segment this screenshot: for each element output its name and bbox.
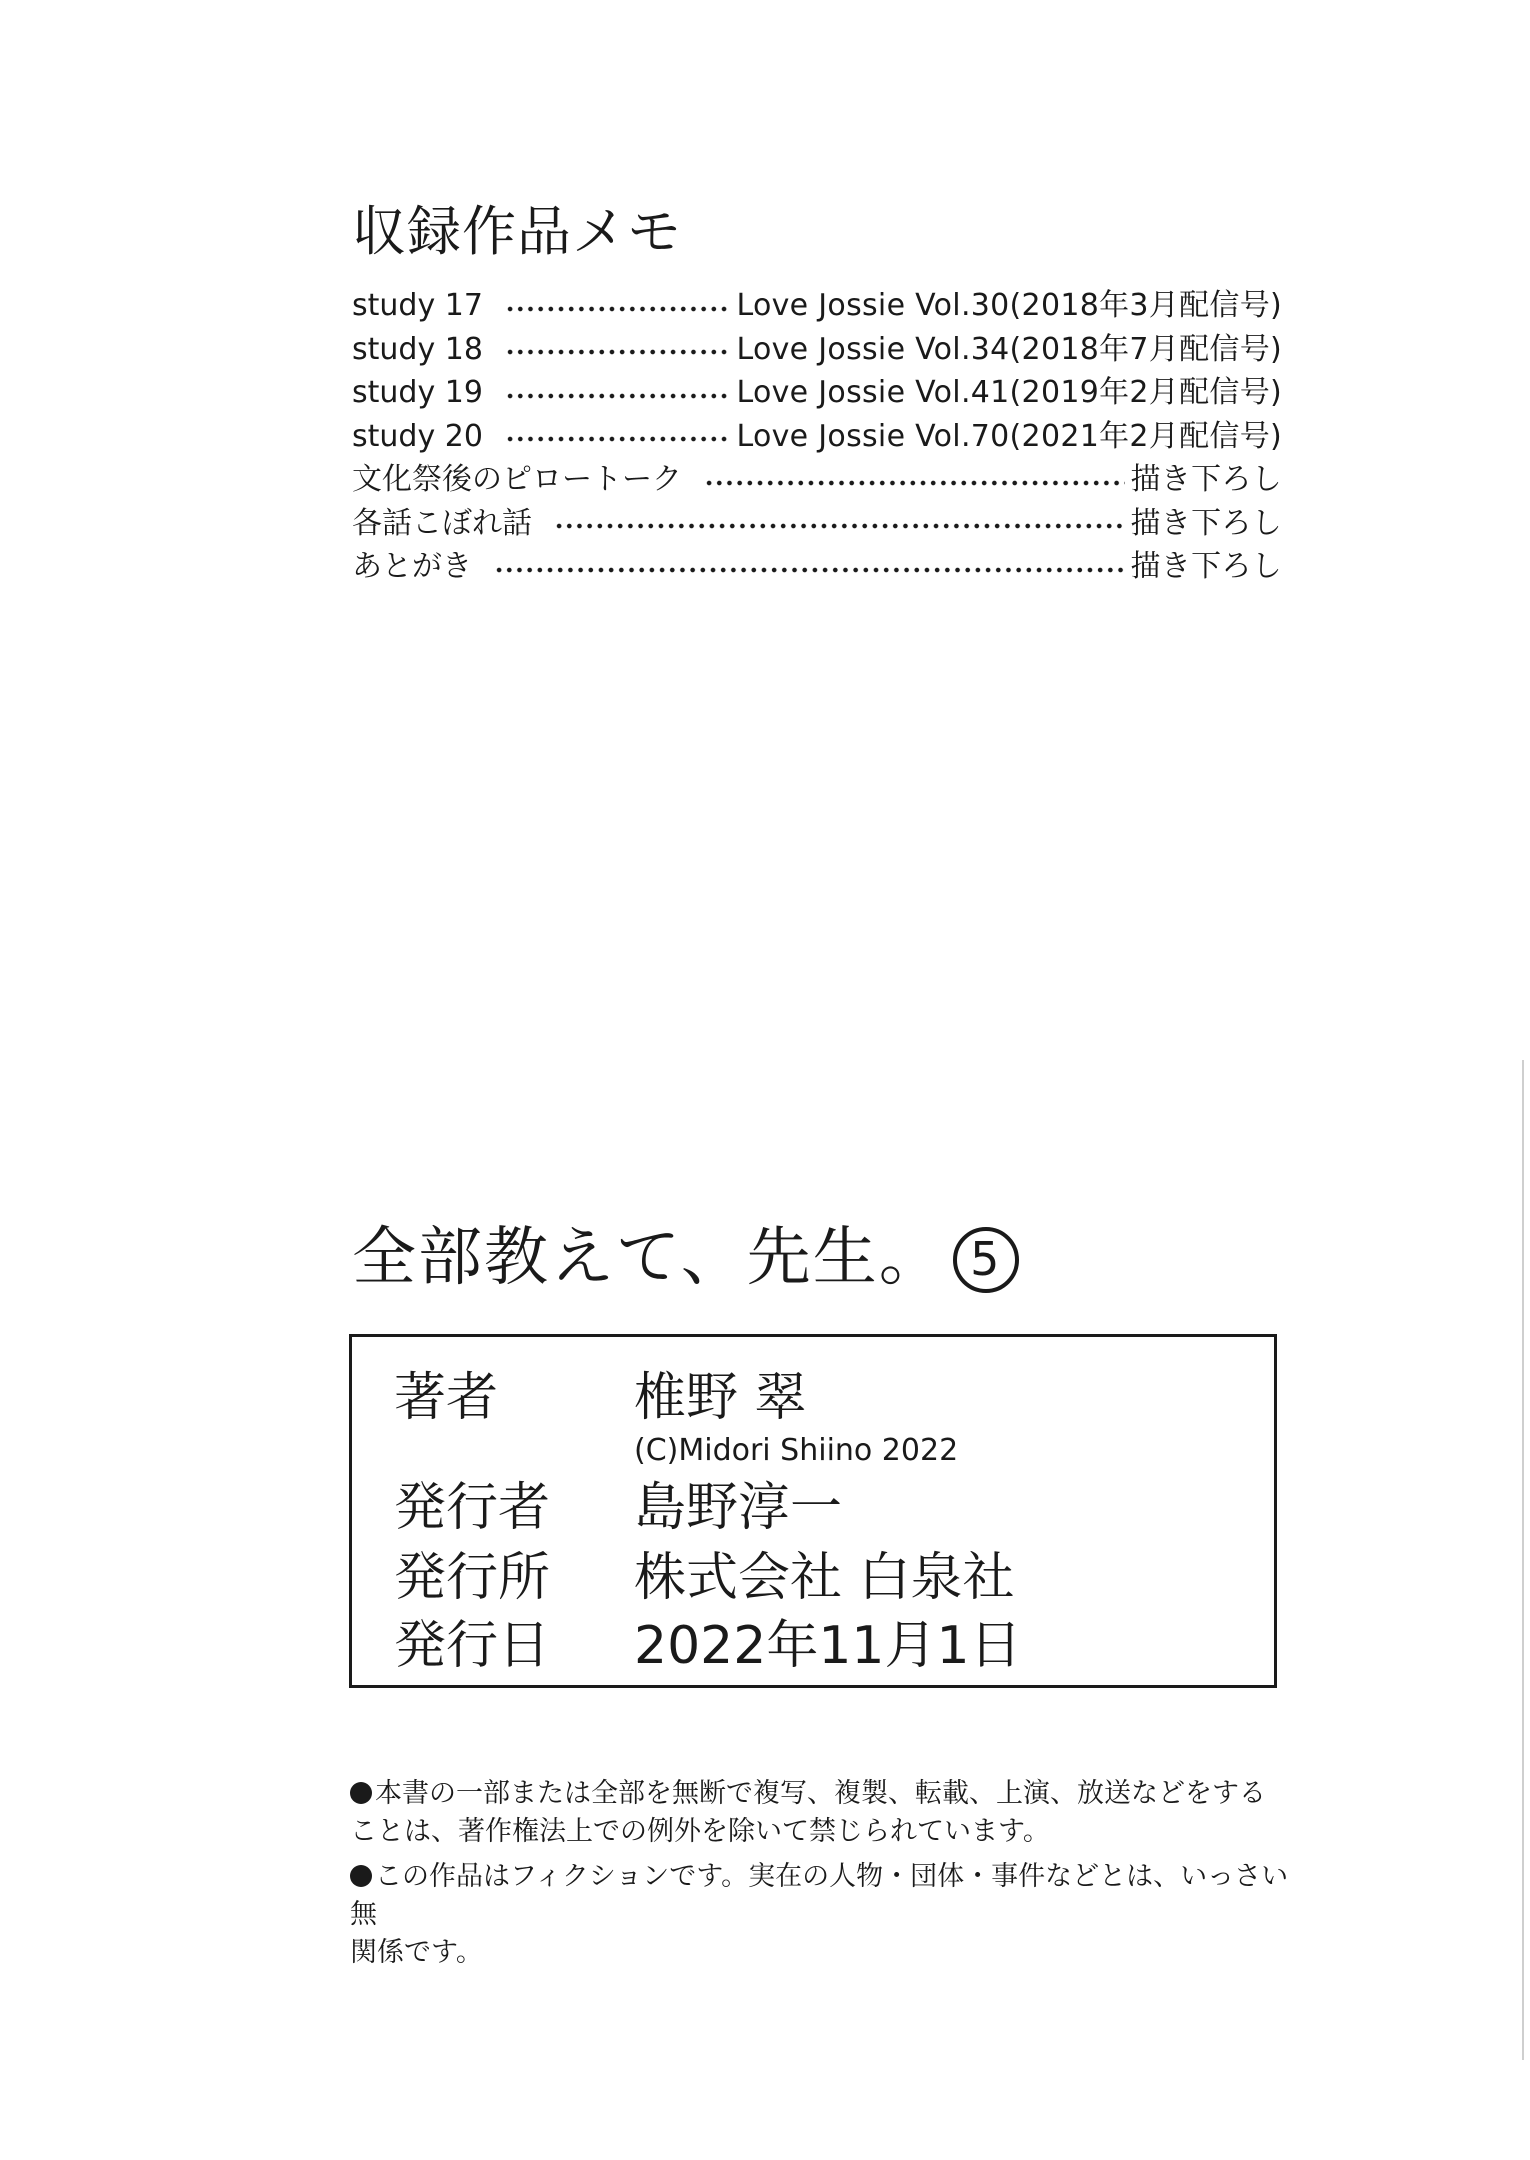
dot-leader — [505, 349, 731, 355]
memo-row-label: 文化祭後のピロートーク — [352, 462, 682, 498]
publisher-label: 発行所 — [394, 1548, 551, 1608]
publish-date: 2022年11月1日 — [634, 1616, 1022, 1676]
dot-leader — [505, 393, 731, 399]
book-title-text: 全部教えて、先生。 — [352, 1221, 945, 1295]
memo-row-source: 描き下ろし — [1130, 549, 1282, 585]
publisher-name: 株式会社 白泉社 — [634, 1548, 1015, 1608]
dot-leader — [505, 306, 731, 312]
publisher-person-name: 島野淳一 — [634, 1478, 843, 1538]
book-title — [352, 1220, 1019, 1296]
author-row — [394, 1367, 807, 1429]
fiction-notice — [350, 1858, 1310, 1972]
dot-leader — [554, 523, 1125, 529]
memo-list — [352, 284, 1282, 589]
memo-row-source: 描き下ろし — [1130, 505, 1282, 541]
contents-memo — [352, 200, 1282, 589]
publisher-row — [394, 1547, 1015, 1609]
volume-number: 5 — [953, 1227, 1019, 1293]
memo-row — [352, 328, 1282, 372]
copyright-notice — [350, 1775, 1310, 1851]
dot-leader — [704, 480, 1125, 486]
page-edge — [1522, 1060, 1530, 2060]
colophon-box — [349, 1334, 1277, 1688]
date-row — [394, 1615, 1022, 1677]
notice-line: この作品はフィクションです。実在の人物・団体・事件などとは、いっさい無 — [350, 1861, 1289, 1930]
author-label: 著者 — [394, 1368, 499, 1428]
memo-row — [352, 415, 1282, 459]
memo-row-label: 各話こぼれ話 — [352, 505, 532, 541]
memo-row-label: study 17 — [352, 288, 483, 324]
memo-row-label: study 20 — [352, 418, 483, 454]
bullet-icon — [350, 1782, 372, 1804]
date-label: 発行日 — [394, 1616, 551, 1676]
memo-row-label: study 18 — [352, 331, 483, 367]
memo-row-label: あとがき — [352, 549, 472, 585]
publisher-person-label: 発行者 — [394, 1478, 551, 1538]
memo-row-source: 描き下ろし — [1130, 462, 1282, 498]
notice-line: ことは、著作権法上での例外を除いて禁じられています。 — [350, 1816, 1050, 1847]
notice-line: 本書の一部または全部を無断で複写、複製、転載、上演、放送などをする — [375, 1778, 1266, 1809]
publisher-person-row — [394, 1477, 842, 1539]
dot-leader — [494, 567, 1125, 573]
memo-row-source: Love Jossie Vol.34(2018年7月配信号) — [736, 331, 1282, 367]
memo-row-label: study 19 — [352, 375, 483, 411]
author-name: 椎野 翠 — [634, 1368, 807, 1428]
memo-row-source: Love Jossie Vol.70(2021年2月配信号) — [736, 418, 1282, 454]
memo-row-source: Love Jossie Vol.30(2018年3月配信号) — [736, 288, 1282, 324]
memo-row-source: Love Jossie Vol.41(2019年2月配信号) — [736, 375, 1282, 411]
memo-title: 収録作品メモ — [352, 200, 682, 263]
dot-leader — [505, 436, 731, 442]
memo-row — [352, 284, 1282, 328]
copyright-line: (C)Midori Shiino 2022 — [634, 1433, 959, 1468]
memo-row — [352, 502, 1282, 546]
bullet-icon — [350, 1865, 372, 1887]
memo-row — [352, 371, 1282, 415]
notice-line: 関係です。 — [350, 1937, 483, 1968]
memo-row — [352, 545, 1282, 589]
memo-row — [352, 458, 1282, 502]
